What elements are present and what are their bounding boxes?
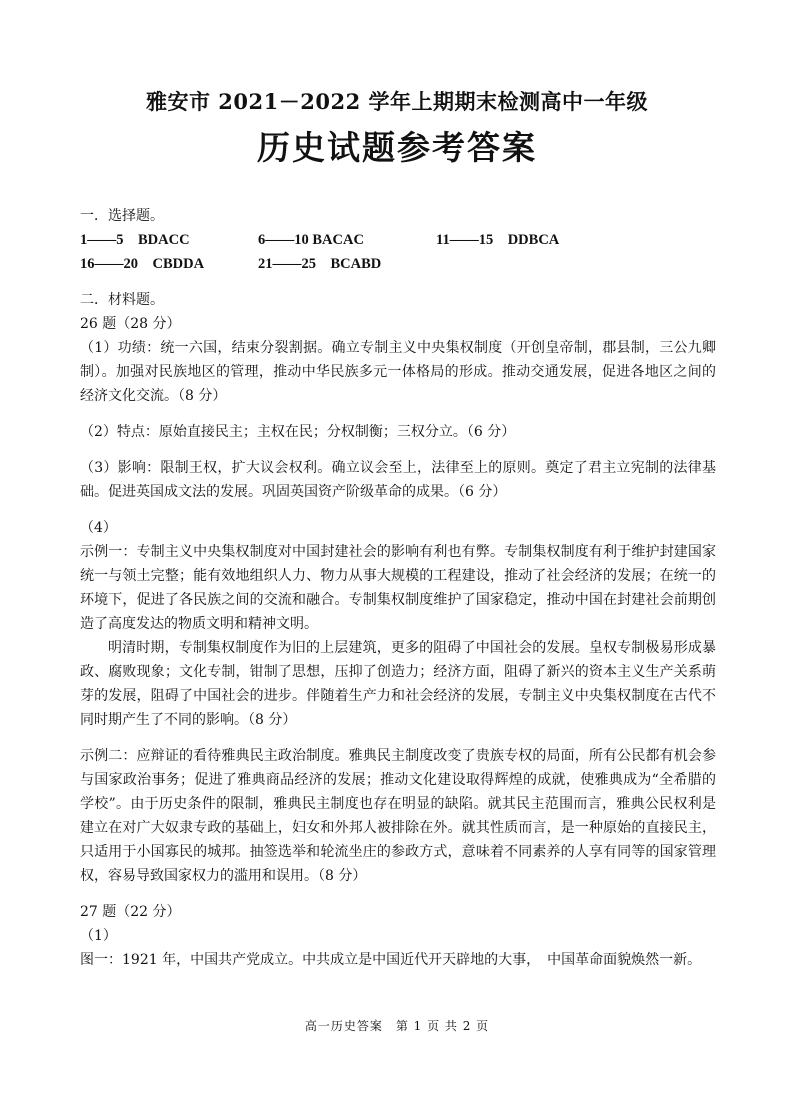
- q26-example2-paragraph: 示例二：应辩证的看待雅典民主政治制度。雅典民主制度改变了贵族专权的局面，所有公民都有机会参与国家政治事务；促进了雅典商品经济的发展；推动文化建设取得辉煌的成就，使雅典成为“全希腊的学校”。由于历史条件的限制，雅典民主制度也存在明显的缺陷。就其民主范围而言，雅典公民权利是建立在对广大奴隶专政的基础上，妇女和外邦人被排除在外。就其性质而言，是一种原始的直接民主，只适用于小国寡民的城邦。抽签选举和轮流坐庄的参政方式，意味着不同素养的人享有同等的国家管理权，容易导致国家权力的滥用和误用。（8 分）: [80, 748, 716, 884]
- answer-group-21-25: 21——25 BCABD: [258, 256, 382, 272]
- spacer: [80, 444, 716, 456]
- spacer: [80, 504, 716, 516]
- q26-example1-paragraph1: 示例一：专制主义中央集权制度对中国封建社会的影响有利也有弊。专制集权制度有利于维护封建国家统一与领土完整；能有效地组织人力、物力从事大规模的工程建设，推动了社会经济的发展；在统一的环境下，促进了各民族之间的交流和融合。专制集权制度维护了国家稳定，推动中国在封建社会前期创造了高度发达的物质文明和精神文明。: [80, 544, 716, 632]
- spacer: [80, 408, 716, 420]
- answer-group-1-5: 1——5 BDACC: [80, 232, 190, 248]
- q26-part2-answer: （2）特点：原始直接民主；主权在民；分权制衡；三权分立。（6 分）: [80, 424, 516, 440]
- answer-group-16-20: 16——20 CBDDA: [80, 256, 205, 272]
- exam-title: 雅安市 2021－2022 学年上期期末检测高中一年级: [145, 89, 648, 114]
- spacer: [80, 888, 716, 900]
- q26-part4-label: （4）: [80, 520, 117, 536]
- choice-answers-grid: [80, 228, 716, 276]
- answer-content: [80, 204, 716, 972]
- page-footer: 高一历史答案 第 1 页 共 2 页: [304, 1019, 490, 1033]
- answer-group-11-15: 11——15 DDBCA: [436, 232, 560, 248]
- q27-part1-label: （1）: [80, 928, 117, 944]
- spacer: [80, 732, 716, 744]
- question-27-title: 27 题（22 分）: [80, 904, 181, 920]
- spacer: [80, 276, 716, 288]
- answer-key-title: 历史试题参考答案: [257, 128, 537, 167]
- q26-part1-answer: （1）功绩：统一六国，结束分裂割据。确立专制主义中央集权制度（开创皇帝制，郡县制，三公九卿制）。加强对民族地区的管理，推动中华民族多元一体格局的形成。推动交通发展，促进各地区之间的经济文化交流。（8 分）: [80, 340, 716, 404]
- section-heading-material: 二．材料题。: [80, 292, 164, 308]
- question-26-title: 26 题（28 分）: [80, 316, 181, 332]
- q26-part3-answer: （3）影响：限制王权，扩大议会权利。确立议会至上，法律至上的原则。奠定了君主立宪制的法律基础。促进英国成文法的发展。巩固英国资产阶级革命的成果。（6 分）: [80, 460, 716, 500]
- section-heading-choice: 一．选择题。: [80, 208, 164, 224]
- q26-example1-paragraph2: 明清时期，专制集权制度作为旧的上层建筑，更多的阻碍了中国社会的发展。皇权专制极易形成暴政、腐败现象；文化专制，钳制了思想，压抑了创造力；经济方面，阻碍了新兴的资本主义生产关系萌芽的发展，阻碍了中国社会的进步。伴随着生产力和社会经济的发展，专制主义中央集权制度在古代不同时期产生了不同的影响。（8 分）: [80, 640, 716, 728]
- q27-part1-answer: 图一：1921 年，中国共产党成立。中共成立是中国近代开天辟地的大事， 中国革命面貌焕然一新。: [80, 952, 702, 968]
- answer-group-6-10: 6——10 BACAC: [258, 232, 364, 248]
